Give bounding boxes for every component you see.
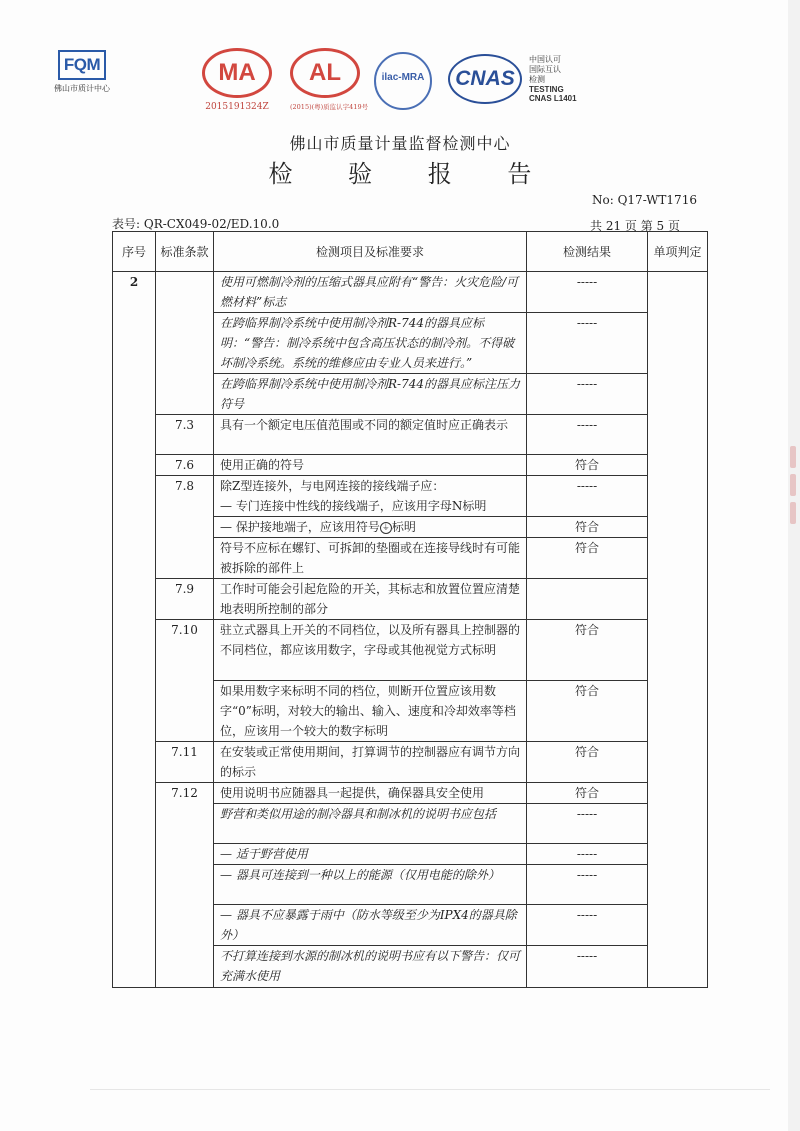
cnas-line: CNAS L1401 (529, 94, 577, 103)
item-cell: — 器具不应暴露于雨中（防水等级至少为IPX4的器具除外） (214, 905, 527, 946)
result-cell: 符合 (527, 681, 648, 742)
table-row (113, 742, 708, 783)
result-cell: ----- (527, 804, 648, 844)
ilac-mra-logo (374, 52, 432, 108)
institution-name: 佛山市质量计量监督检测中心 (289, 134, 511, 153)
result-cell: 符合 (527, 517, 648, 538)
clause-cell: 7.12 (156, 783, 214, 988)
table-row (113, 476, 708, 517)
result-cell: ----- (527, 313, 648, 374)
item-cell: 在安装或正常使用期间，打算调节的控制器应有调节方向的标示 (214, 742, 527, 783)
result-cell: ----- (527, 946, 648, 988)
table-row (113, 579, 708, 620)
clause-cell: 7.10 (156, 620, 214, 742)
item-cell: 工作时可能会引起危险的开关，其标志和放置位置应清楚地表明所控制的部分 (214, 579, 527, 620)
cnas-mark: CNAS (448, 54, 522, 104)
item-line: — 专门连接中性线的接线端子，应该用字母N标明 (220, 499, 487, 513)
ilac-mark: ilac-MRA (381, 72, 425, 83)
clause-cell (156, 272, 214, 415)
result-cell (527, 579, 648, 620)
result-cell: ----- (527, 844, 648, 865)
verdict-cell (648, 272, 708, 988)
item-text-suffix: 标明 (391, 520, 416, 534)
item-cell: 在跨临界制冷系统中使用制冷剂R-744的器具应标注压力符号 (214, 374, 527, 415)
cnas-line: 国际互认 (529, 65, 561, 74)
item-line: 除Z型连接外，与电网连接的接线端子应： (220, 479, 445, 493)
item-cell (214, 476, 527, 517)
header-seq: 序号 (113, 232, 156, 272)
item-cell: 使用正确的符号 (214, 455, 527, 476)
cnas-line: 中国认可 (529, 55, 561, 64)
result-cell: 符合 (527, 455, 648, 476)
item-cell: 符号不应标在螺钉、可拆卸的垫圈或在连接导线时有可能被拆除的部件上 (214, 538, 527, 579)
item-cell: 在跨临界制冷系统中使用制冷剂R-744的器具应标明：“警告：制冷系统中包含高压状态的制冷剂。不得破坏制冷系统。系统的维修应由专业人员来进行。” (214, 313, 527, 374)
item-cell: 驻立式器具上开关的不同档位，以及所有器具上控制器的不同档位，都应该用数字，字母或其他视觉方式标明 (214, 620, 527, 681)
header-item: 检测项目及标准要求 (214, 232, 527, 272)
table-row (113, 415, 708, 455)
page-info: 共 21 页 第 5 页 (590, 219, 680, 233)
page-bottom-line (90, 1089, 770, 1090)
item-cell (214, 517, 527, 538)
item-cell: 如果用数字来标明不同的档位，则断开位置应该用数字“0”标明，对较大的输出、输入、速度和冷却效率等档位，应该用一个较大的数字标明 (214, 681, 527, 742)
table-row (113, 620, 708, 681)
item-cell: 野营和类似用途的制冷器具和制冰机的说明书应包括 (214, 804, 527, 844)
cma-number: 2015191324Z (205, 102, 269, 112)
result-cell: ----- (527, 476, 648, 517)
item-cell: 使用可燃制冷剂的压缩式器具应附有“警告：火灾危险/可燃材料”标志 (214, 272, 527, 313)
earth-symbol-icon: ⏚ (381, 522, 390, 532)
fqm-logo (52, 50, 112, 94)
seq-cell: 2 (113, 272, 156, 988)
result-cell: ----- (527, 272, 648, 313)
fqm-logo-mark: FQM (58, 50, 106, 80)
clause-cell: 7.6 (156, 455, 214, 476)
header-clause: 标准条款 (156, 232, 214, 272)
report-title: 检 验 报 告 (268, 160, 556, 188)
result-cell: ----- (527, 905, 648, 946)
cma-seal (202, 48, 272, 112)
table-row (113, 272, 708, 313)
table-row (113, 783, 708, 804)
header-result: 检测结果 (527, 232, 648, 272)
result-cell: 符合 (527, 538, 648, 579)
result-cell: ----- (527, 374, 648, 415)
cnas-text (529, 55, 577, 103)
cal-number: (2015)(粤)质监认字419号 (290, 103, 369, 111)
edge-seal-mark (790, 440, 798, 560)
clause-cell: 7.9 (156, 579, 214, 620)
table-header-row (113, 232, 708, 272)
result-cell: 符合 (527, 742, 648, 783)
cal-seal-mark: AL (290, 48, 360, 98)
result-cell: ----- (527, 865, 648, 905)
header-verdict: 单项判定 (648, 232, 708, 272)
cnas-line: TESTING (529, 85, 564, 94)
clause-cell: 7.3 (156, 415, 214, 455)
cnas-logo (448, 54, 522, 104)
cma-seal-mark: MA (202, 48, 272, 98)
clause-cell: 7.11 (156, 742, 214, 783)
cnas-line: 检测 (529, 75, 545, 84)
fqm-logo-caption: 佛山市质计中心 (54, 84, 110, 93)
inspection-table (112, 231, 708, 988)
result-cell: 符合 (527, 783, 648, 804)
item-cell: 不打算连接到水源的制冰机的说明书应有以下警告：仅可充满水使用 (214, 946, 527, 988)
report-number: No: Q17-WT1716 (592, 193, 697, 207)
table-row (113, 455, 708, 476)
form-number: 表号: QR-CX049-02/ED.10.0 (112, 217, 280, 231)
cal-seal (290, 48, 368, 111)
item-cell: — 适于野营使用 (214, 844, 527, 865)
item-cell: — 器具可连接到一种以上的能源（仅用电能的除外） (214, 865, 527, 905)
clause-cell: 7.8 (156, 476, 214, 579)
item-cell: 使用说明书应随器具一起提供，确保器具安全使用 (214, 783, 527, 804)
result-cell: 符合 (527, 620, 648, 681)
result-cell: ----- (527, 415, 648, 455)
item-text: — 保护接地端子，应该用符号 (220, 520, 380, 534)
item-cell: 具有一个额定电压值范围或不同的额定值时应正确表示 (214, 415, 527, 455)
